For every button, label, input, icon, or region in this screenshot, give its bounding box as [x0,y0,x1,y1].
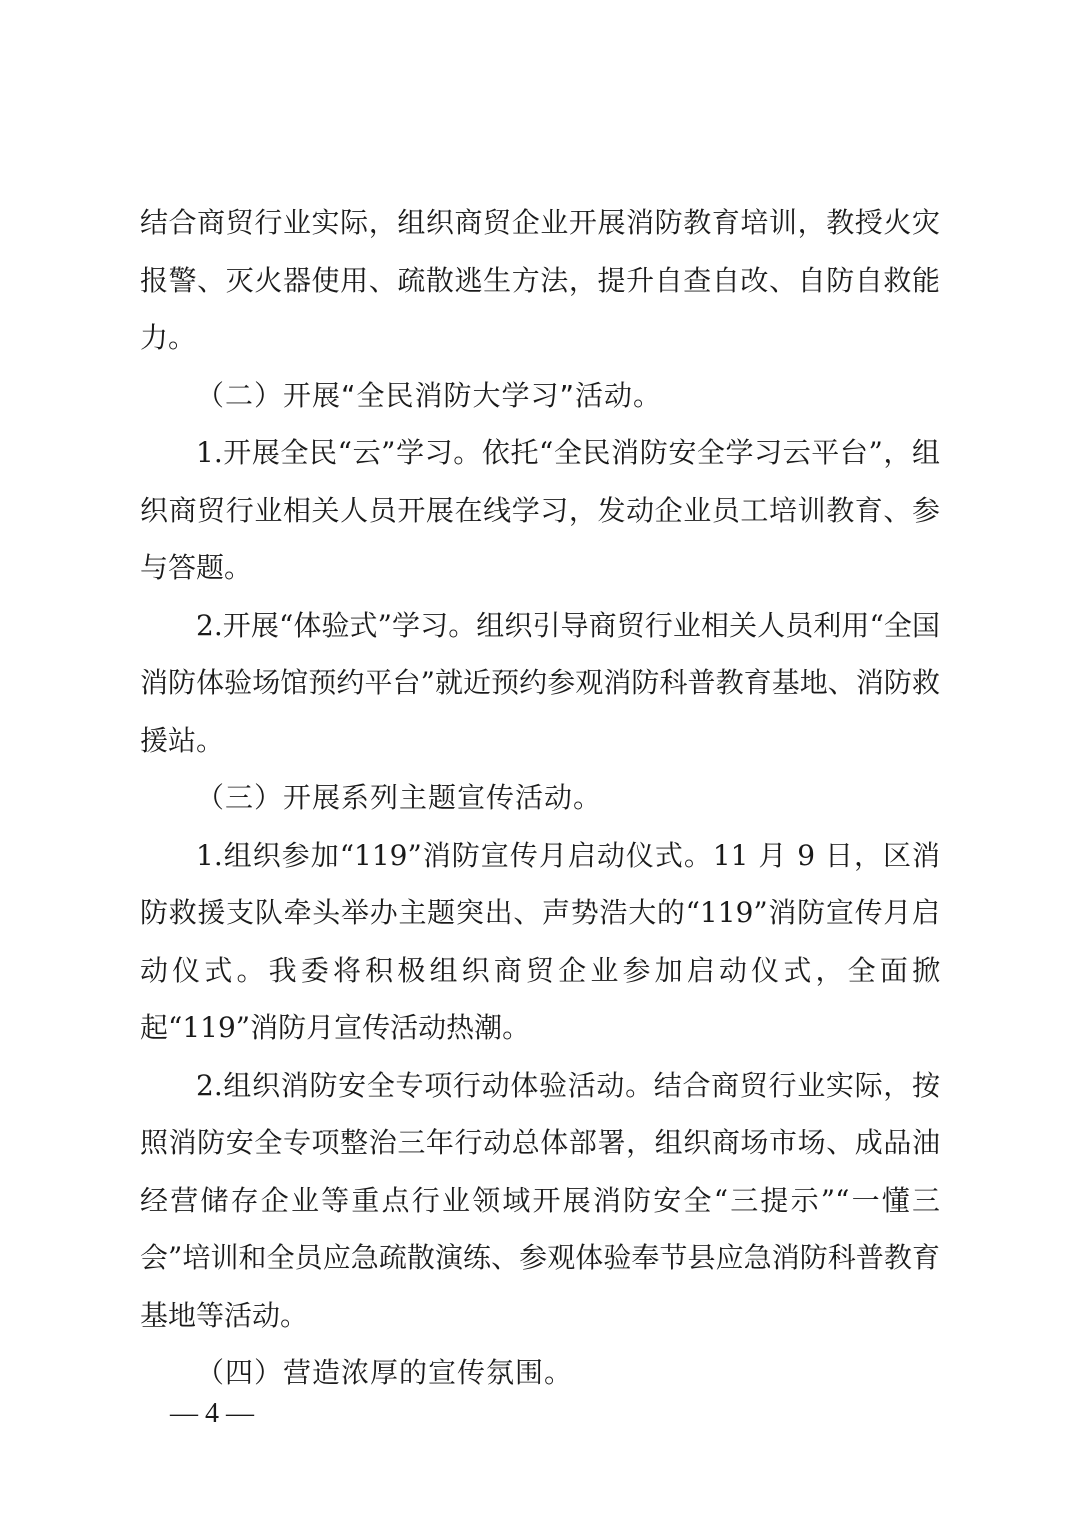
section-heading-themed-activities: （三）开展系列主题宣传活动。 [196,781,603,814]
paragraph-special-action: 2.组织消防安全专项行动体验活动。结合商贸行业实际，按照消防安全专项整治三年行动总体部署，组织商场市场、成品油经营储存企业等重点行业领域开展消防安全“三提示”“一懂三会”培训和全员应急疏散演练、参观体验奉节县应急消防科普教育基地等活动。 [140,1068,940,1332]
paragraph-experiential-learning: 2.开展“体验式”学习。组织引导商贸行业相关人员利用“全国消防体验场馆预约平台”就近预约参观消防科普教育基地、消防救援站。 [140,608,940,757]
section-heading-learning: （二）开展“全民消防大学习”活动。 [196,378,663,412]
paragraph-119-ceremony: 1.组织参加“119”消防宣传月启动仪式。11 月 9 日，区消防救援支队牵头举办主题突出、声势浩大的“119”消防宣传月启动仪式。我委将积极组织商贸企业参加启动仪式，全面掀起“119”消防月宣传活动热潮。 [140,838,940,1044]
paragraph-cloud-learning: 1.开展全民“云”学习。依托“全民消防安全学习云平台”，组织商贸行业相关人员开展在线学习，发动企业员工培训教育、参与答题。 [140,436,940,584]
paragraph-fire-training: 结合商贸行业实际，组织商贸企业开展消防教育培训，教授火灾报警、灭火器使用、疏散逃生方法，提升自查自改、自防自救能力。 [140,206,940,354]
section-heading-atmosphere: （四）营造浓厚的宣传氛围。 [196,1356,574,1389]
page-number: — 4 — [170,1398,254,1429]
document-body [140,194,940,1402]
